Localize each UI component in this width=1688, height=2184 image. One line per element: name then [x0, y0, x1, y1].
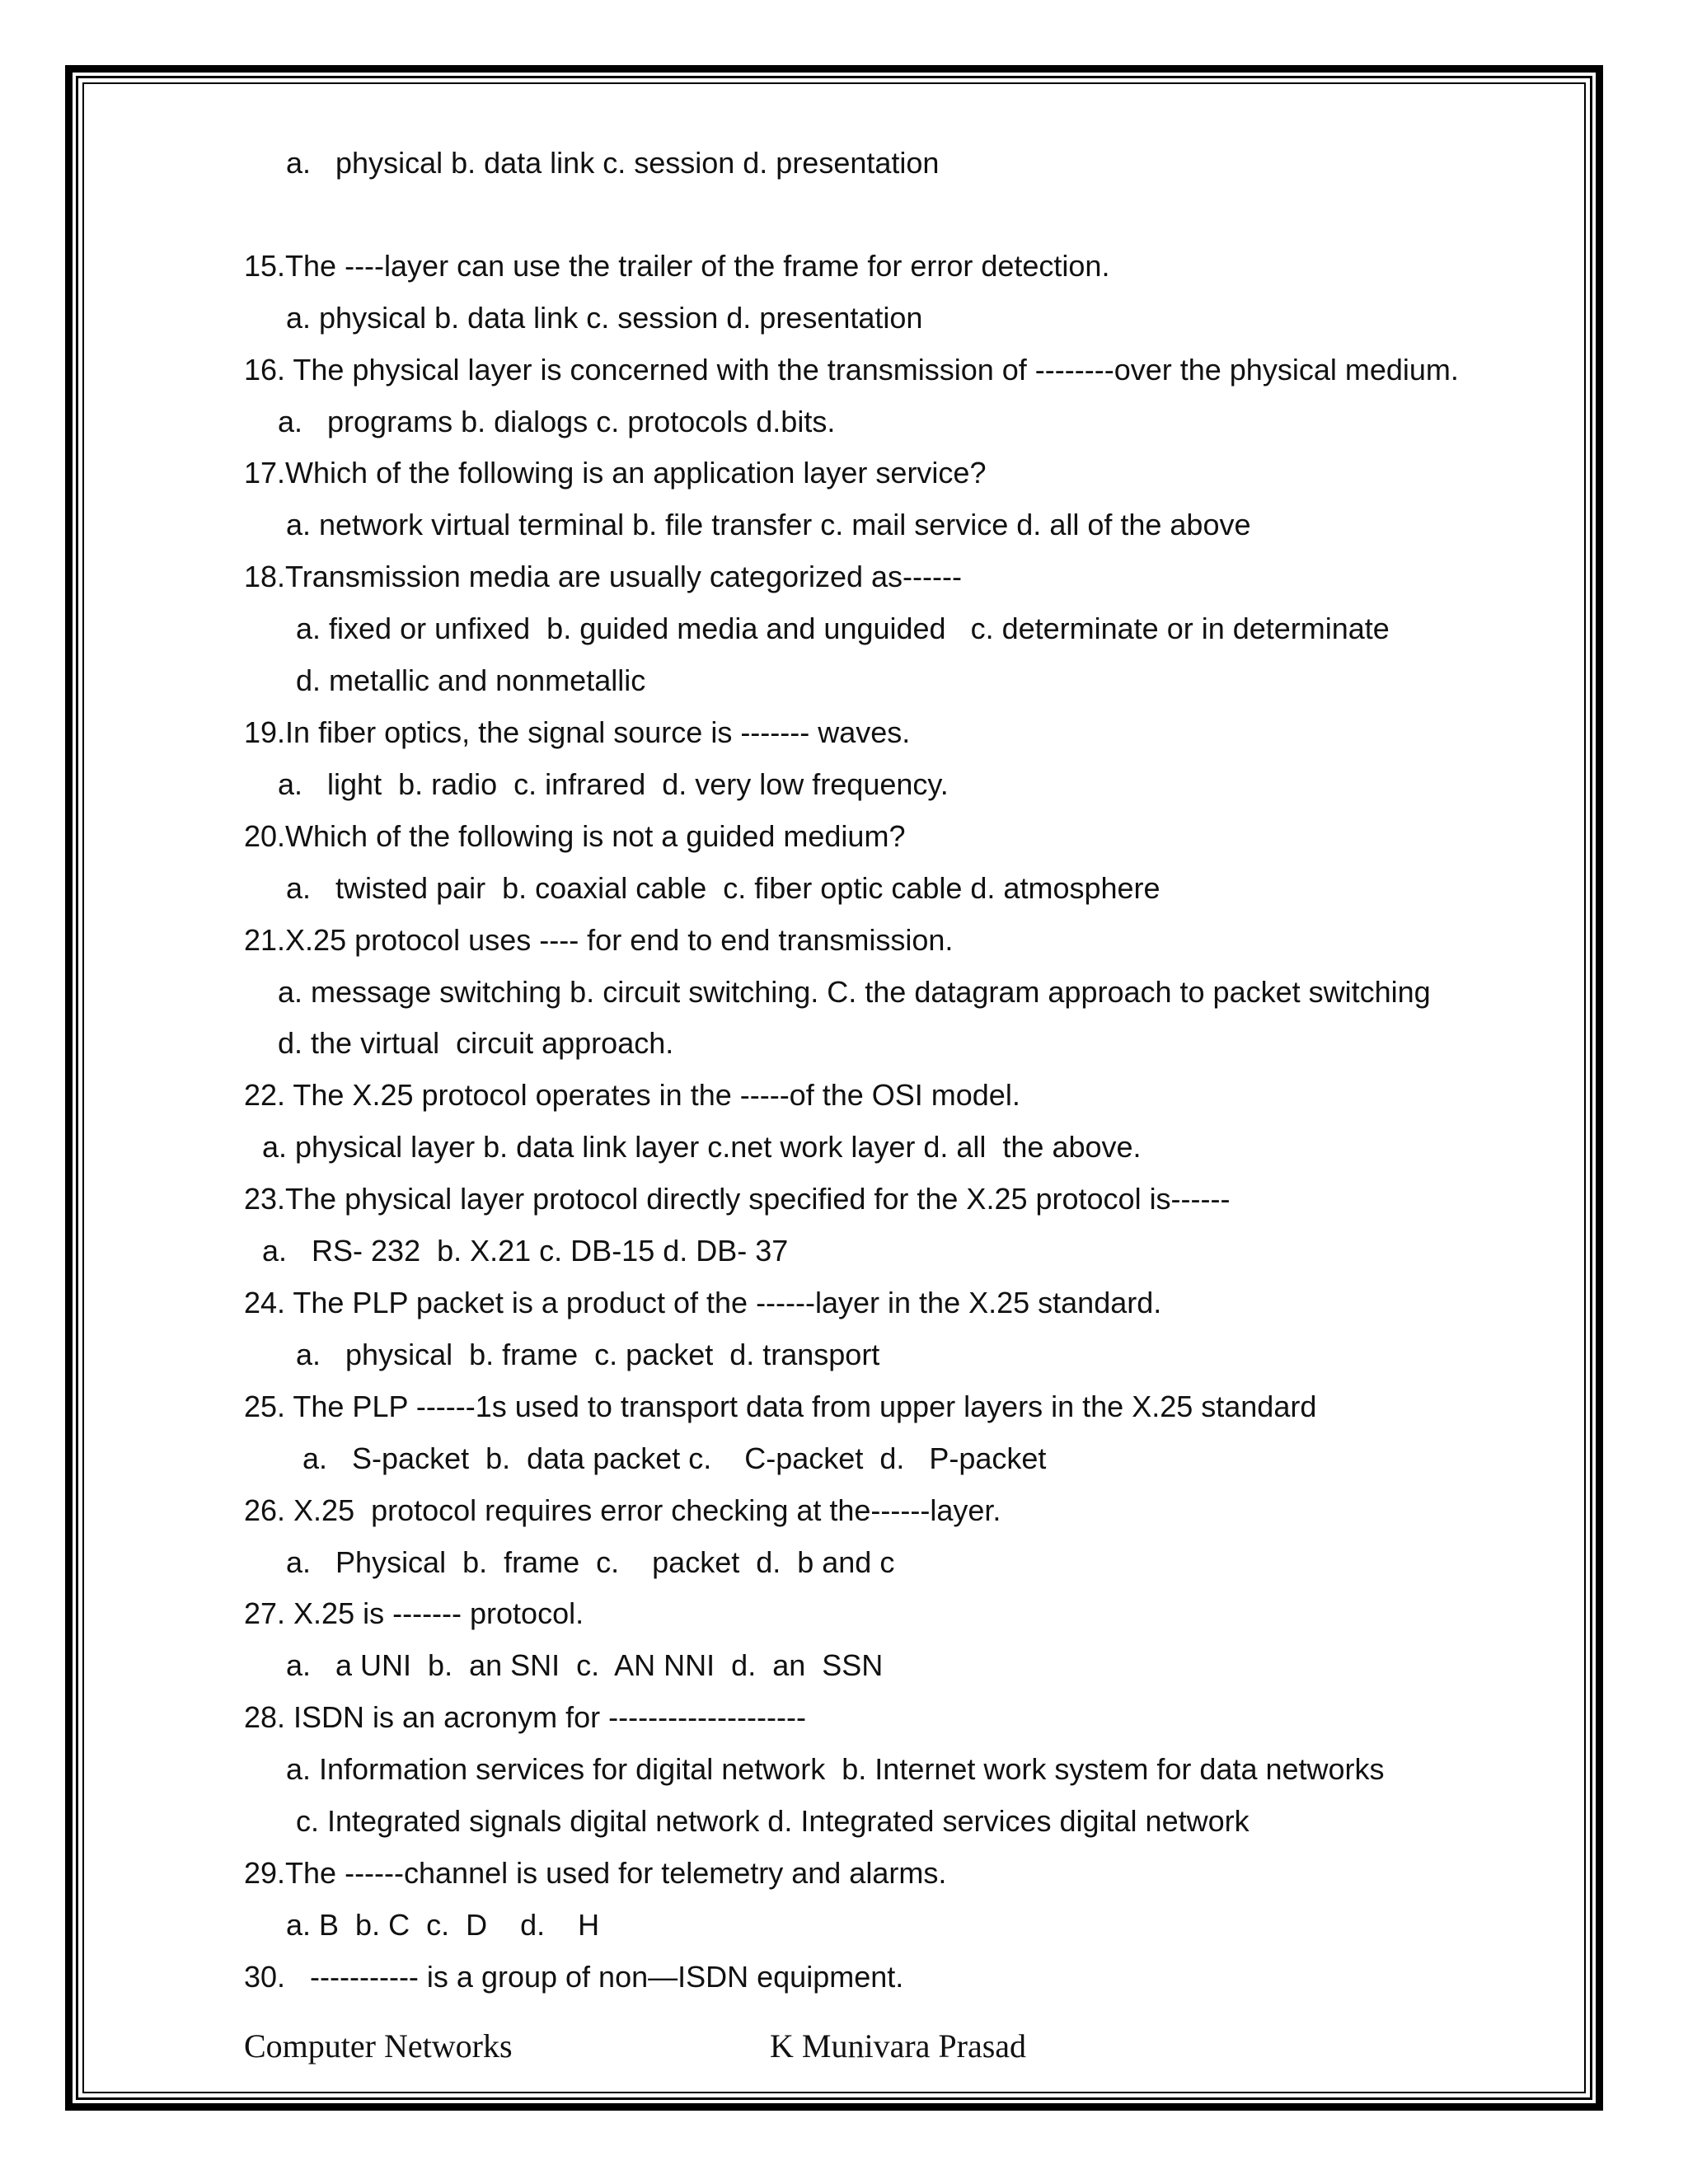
option-line: c. Integrated signals digital network d. Integrated services digital network	[296, 1804, 1250, 1838]
option-line: a. twisted pair b. coaxial cable c. fiber optic cable d. atmosphere	[286, 871, 1160, 905]
question-line: 24. The PLP packet is a product of the ------layer in the X.25 standard.	[244, 1286, 1162, 1319]
option-line: a. physical b. frame c. packet d. transport	[296, 1338, 880, 1371]
option-line: a. light b. radio c. infrared d. very low frequency.	[278, 767, 949, 801]
option-line: d. metallic and nonmetallic	[296, 663, 646, 697]
question-line: 29.The ------channel is used for telemetry and alarms.	[244, 1856, 947, 1890]
option-line: a. B b. C c. D d. H	[286, 1908, 600, 1942]
question-line: 25. The PLP ------1s used to transport data from upper layers in the X.25 standard	[244, 1390, 1317, 1423]
question-line: 26. X.25 protocol requires error checking at the------layer.	[244, 1493, 1001, 1527]
question-line: 19.In fiber optics, the signal source is ------- waves.	[244, 715, 911, 749]
question-line: 30. ----------- is a group of non—ISDN equipment.	[244, 1960, 904, 1994]
option-line: a. message switching b. circuit switching. C. the datagram approach to packet switching	[278, 975, 1431, 1009]
option-line: a. a UNI b. an SNI c. AN NNI d. an SSN	[286, 1648, 884, 1682]
option-line: a. physical layer b. data link layer c.net work layer d. all the above.	[262, 1130, 1142, 1164]
question-line: 27. X.25 is ------- protocol.	[244, 1596, 584, 1630]
question-line: 23.The physical layer protocol directly specified for the X.25 protocol is------	[244, 1182, 1231, 1216]
option-line: a. RS- 232 b. X.21 c. DB-15 d. DB- 37	[262, 1234, 789, 1268]
option-line: d. the virtual circuit approach.	[278, 1026, 674, 1060]
footer-author: K Munivara Prasad	[770, 2027, 1027, 2064]
option-line: a. S-packet b. data packet c. C-packet d. P-packet	[302, 1441, 1047, 1475]
option-line: a. physical b. data link c. session d. presentation	[286, 301, 923, 335]
option-line: a. fixed or unfixed b. guided media and unguided c. determinate or in determinate	[296, 612, 1390, 645]
question-line: 22. The X.25 protocol operates in the -----of the OSI model.	[244, 1078, 1020, 1112]
option-line: a. network virtual terminal b. file transfer c. mail service d. all of the above	[286, 508, 1251, 541]
option-line: a. Physical b. frame c. packet d. b and c	[286, 1545, 895, 1579]
question-line: 17.Which of the following is an application layer service?	[244, 456, 987, 490]
question-line: 16. The physical layer is concerned with the transmission of --------over the physical medium.	[244, 353, 1459, 387]
question-line: 15.The ----layer can use the trailer of the frame for error detection.	[244, 249, 1110, 283]
footer-course-title: Computer Networks	[244, 2027, 513, 2064]
question-line: 18.Transmission media are usually categorized as------	[244, 560, 962, 593]
question-line: 28. ISDN is an acronym for --------------------	[244, 1700, 806, 1734]
option-line: a. programs b. dialogs c. protocols d.bits.	[278, 405, 836, 438]
question-line: 21.X.25 protocol uses ---- for end to end transmission.	[244, 923, 954, 957]
question-line: 20.Which of the following is not a guided medium?	[244, 819, 906, 853]
option-line: a. physical b. data link c. session d. presentation	[286, 146, 940, 180]
option-line: a. Information services for digital network b. Internet work system for data networks	[286, 1752, 1385, 1786]
